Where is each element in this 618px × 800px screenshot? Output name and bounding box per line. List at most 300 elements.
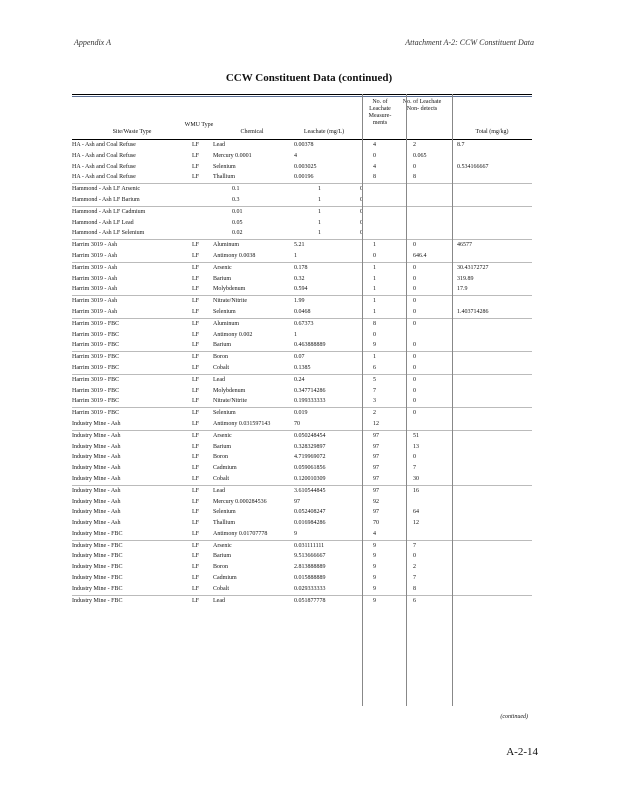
cell-nondetects: 51 xyxy=(413,432,419,439)
table-row xyxy=(72,340,532,351)
cell-measurements: 7 xyxy=(373,387,376,394)
cell-measurements: 9 xyxy=(373,342,376,349)
cell-chemical: Lead xyxy=(213,487,225,494)
table-row xyxy=(72,195,532,206)
cell-measurements: 5 xyxy=(373,376,376,383)
cell-site: Industry Mine - Ash xyxy=(72,520,121,527)
table-row xyxy=(72,463,532,474)
cell-leachate: 0.050248454 xyxy=(294,432,326,439)
cell-wmu-type: LF xyxy=(192,331,200,338)
col-nondetects: No. of Leachate Non- detects xyxy=(402,99,442,112)
cell-measurements: 8 xyxy=(373,320,376,327)
cell-wmu-type: LF xyxy=(192,410,200,417)
cell-wmu-type: LF xyxy=(192,597,200,604)
cell-chemical: Cobalt xyxy=(213,364,229,371)
table-row xyxy=(72,529,532,540)
cell-measurements: 8 xyxy=(373,174,376,181)
table-row xyxy=(72,386,532,397)
page-number: A-2-14 xyxy=(506,746,538,758)
cell-leachate: 70 xyxy=(294,420,300,427)
cell-measurements: 9 xyxy=(373,564,376,571)
cell-nondetects: 0 xyxy=(413,163,416,170)
cell-site: Hammond - Ash LF Arsenic xyxy=(72,186,140,193)
cell-wmu-type: LF xyxy=(192,275,200,282)
col-site-waste-type: Site/Waste Type xyxy=(112,129,152,135)
cell-site: Industry Mine - FBC xyxy=(72,542,123,549)
cell-wmu-type: LF xyxy=(192,465,200,472)
cell-nondetects: 0 xyxy=(413,286,416,293)
cell-leachate: 0.594 xyxy=(294,286,308,293)
cell-chemical: Lead xyxy=(213,142,225,148)
cell-site: Industry Mine - Ash xyxy=(72,465,121,472)
table-row xyxy=(72,540,532,552)
cell-wmu-type: LF xyxy=(192,564,200,571)
cell-nondetects: 64 xyxy=(413,509,419,516)
table-row xyxy=(72,239,532,251)
header-attachment: Attachment A-2: CCW Constituent Data xyxy=(405,38,534,47)
cell-nondetects: 6 xyxy=(413,597,416,604)
cell-nondetects: 0 xyxy=(413,275,416,282)
cell-measurements: 9 xyxy=(373,553,376,560)
cell-chemical: Arsenic xyxy=(213,432,232,439)
cell-wmu-type: LF xyxy=(192,342,200,349)
table-row xyxy=(72,551,532,562)
table-row xyxy=(72,584,532,595)
cell-measurements: 1 xyxy=(373,298,376,305)
col-leachate: Leachate (mg/L) xyxy=(303,129,345,135)
col-total: Total (mg/kg) xyxy=(475,129,509,135)
cell-measurements: 4 xyxy=(373,530,376,537)
cell-measurements: 9 xyxy=(373,575,376,582)
table-row xyxy=(72,172,532,183)
table-row xyxy=(72,262,532,274)
cell-chemical: Arsenic xyxy=(213,542,232,549)
cell-chemical: Lead xyxy=(213,597,225,604)
table-row xyxy=(72,284,532,295)
table-row xyxy=(72,474,532,485)
col-wmu-type: WMU Type xyxy=(184,122,214,128)
cell-site: Hammond - Ash LF Lead xyxy=(72,219,134,226)
table-row xyxy=(72,573,532,584)
cell-leachate: 1 xyxy=(294,252,297,259)
cell-chemical: Selenium xyxy=(213,410,236,417)
cell-chemical: Thallium xyxy=(213,174,235,181)
cell-wmu-type: LF xyxy=(192,308,200,315)
cell-measurements: 97 xyxy=(373,465,379,472)
cell-leachate: 0.05 xyxy=(232,219,243,226)
cell-site: Industry Mine - FBC xyxy=(72,530,123,537)
cell-site: Harrim 3019 - FBC xyxy=(72,398,120,405)
cell-total: 30.43172727 xyxy=(457,264,489,271)
cell-measurements: 2 xyxy=(373,410,376,417)
cell-nondetects: 16 xyxy=(413,487,419,494)
table-row xyxy=(72,595,532,607)
cell-nondetects: 0 xyxy=(413,398,416,405)
cell-wmu-type: LF xyxy=(192,354,200,361)
cell-leachate: 1.99 xyxy=(294,298,305,305)
cell-nondetects: 0 xyxy=(360,196,363,203)
cell-leachate: 0.015888889 xyxy=(294,575,326,582)
col-chemical: Chemical xyxy=(240,129,264,135)
cell-leachate: 0.463888889 xyxy=(294,342,326,349)
cell-site: Industry Mine - FBC xyxy=(72,585,123,592)
cell-site: Industry Mine - Ash xyxy=(72,475,121,482)
cell-wmu-type: LF xyxy=(192,320,200,327)
cell-site: Industry Mine - Ash xyxy=(72,509,121,516)
cell-site: HA - Ash and Coal Refuse xyxy=(72,152,136,159)
cell-leachate: 0.019 xyxy=(294,410,308,417)
cell-chemical: Molybdenum xyxy=(213,286,246,293)
cell-chemical: Barium xyxy=(213,553,231,560)
continued-note: (continued) xyxy=(500,714,528,720)
cell-chemical: Antimony 0.002 xyxy=(213,331,253,338)
cell-leachate: 0.67373 xyxy=(294,320,314,327)
cell-leachate: 0.1385 xyxy=(294,364,311,371)
cell-leachate: 0.32 xyxy=(294,275,305,282)
cell-measurements: 1 xyxy=(373,308,376,315)
cell-measurements: 1 xyxy=(373,242,376,249)
cell-wmu-type: LF xyxy=(192,520,200,527)
cell-site: HA - Ash and Coal Refuse xyxy=(72,142,136,148)
cell-leachate: 0.347714286 xyxy=(294,387,326,394)
cell-site: Harrim 3019 - FBC xyxy=(72,320,120,327)
cell-total: 1.403714286 xyxy=(457,308,489,315)
cell-leachate: 9 xyxy=(294,530,297,537)
cell-leachate: 0.07 xyxy=(294,354,305,361)
cell-leachate: 0.0468 xyxy=(294,308,311,315)
table-row xyxy=(72,351,532,363)
cell-wmu-type: LF xyxy=(192,443,200,450)
cell-site: Harrim 3019 - FBC xyxy=(72,364,120,371)
cell-site: Industry Mine - Ash xyxy=(72,498,121,505)
cell-measurements: 0 xyxy=(373,252,376,259)
cell-total: 319.89 xyxy=(457,275,474,282)
cell-leachate: 97 xyxy=(294,498,300,505)
cell-measurements: 97 xyxy=(373,487,379,494)
cell-leachate: 2.813888889 xyxy=(294,564,326,571)
cell-site: Harrim 3019 - Ash xyxy=(72,286,118,293)
table-row xyxy=(72,442,532,453)
cell-nondetects: 0 xyxy=(413,376,416,383)
table-row xyxy=(72,307,532,318)
cell-nondetects: 646.4 xyxy=(413,252,427,259)
cell-leachate: 4 xyxy=(294,152,297,159)
table-row xyxy=(72,407,532,419)
cell-wmu-type: LF xyxy=(192,174,200,181)
table-header xyxy=(72,94,532,140)
cell-chemical: Thallium xyxy=(213,520,235,527)
column-divider xyxy=(362,94,363,706)
cell-leachate: 0.02 xyxy=(232,230,243,237)
cell-measurements: 9 xyxy=(373,585,376,592)
cell-measurements: 4 xyxy=(373,163,376,170)
cell-chemical: Mercury 0.0001 xyxy=(213,152,252,159)
cell-wmu-type: LF xyxy=(192,575,200,582)
column-divider xyxy=(452,94,453,706)
cell-nondetects: 0 xyxy=(413,410,416,417)
cell-chemical: Boron xyxy=(213,454,228,461)
cell-measurements: 97 xyxy=(373,509,379,516)
page-title: CCW Constituent Data (continued) xyxy=(225,72,393,84)
cell-wmu-type: LF xyxy=(192,420,200,427)
cell-leachate: 0.24 xyxy=(294,376,305,383)
cell-leachate: 0.029333333 xyxy=(294,585,326,592)
cell-site: Harrim 3019 - FBC xyxy=(72,354,120,361)
table-row xyxy=(72,497,532,508)
cell-wmu-type: LF xyxy=(192,387,200,394)
cell-chemical: Selenium xyxy=(213,163,236,170)
cell-nondetects: 7 xyxy=(413,465,416,472)
table-row xyxy=(72,274,532,285)
cell-site: Hammond - Ash LF Barium xyxy=(72,196,140,203)
cell-wmu-type: LF xyxy=(192,553,200,560)
cell-measurements: 9 xyxy=(373,597,376,604)
cell-chemical: Antimony 0.01707778 xyxy=(213,530,268,537)
cell-measurements: 97 xyxy=(373,454,379,461)
table-row xyxy=(72,183,532,195)
cell-chemical: Molybdenum xyxy=(213,387,246,394)
cell-chemical: Aluminum xyxy=(213,320,240,327)
cell-nondetects: 0 xyxy=(360,230,363,237)
cell-chemical: Selenium xyxy=(213,509,236,516)
cell-measurements: 1 xyxy=(318,208,321,215)
table-row xyxy=(72,318,532,330)
cell-wmu-type: LF xyxy=(192,530,200,537)
cell-wmu-type: LF xyxy=(192,376,200,383)
table-body xyxy=(72,140,532,606)
cell-wmu-type: LF xyxy=(192,298,200,305)
cell-chemical: Antimony 0.0038 xyxy=(213,252,256,259)
cell-wmu-type: LF xyxy=(192,242,200,249)
table-row xyxy=(72,562,532,573)
cell-site: Harrim 3019 - Ash xyxy=(72,298,118,305)
cell-measurements: 1 xyxy=(373,275,376,282)
cell-chemical: Selenium xyxy=(213,308,236,315)
cell-measurements: 1 xyxy=(373,286,376,293)
cell-site: Harrim 3019 - Ash xyxy=(72,264,118,271)
cell-site: Harrim 3019 - FBC xyxy=(72,331,120,338)
cell-leachate: 0.120010309 xyxy=(294,475,326,482)
cell-site: Harrim 3019 - Ash xyxy=(72,242,118,249)
cell-wmu-type: LF xyxy=(192,364,200,371)
cell-nondetects: 12 xyxy=(413,520,419,527)
cell-wmu-type: LF xyxy=(192,163,200,170)
cell-chemical: Antimony 0.031597143 xyxy=(213,420,271,427)
cell-nondetects: 8 xyxy=(413,585,416,592)
cell-site: Harrim 3019 - Ash xyxy=(72,252,118,259)
cell-nondetects: 0 xyxy=(360,219,363,226)
cell-nondetects: 0 xyxy=(360,186,363,193)
cell-wmu-type: LF xyxy=(192,398,200,405)
cell-wmu-type: LF xyxy=(192,432,200,439)
cell-leachate: 0.059061856 xyxy=(294,465,326,472)
cell-nondetects: 0 xyxy=(413,553,416,560)
cell-measurements: 97 xyxy=(373,443,379,450)
table-row xyxy=(72,507,532,518)
cell-nondetects: 0 xyxy=(413,264,416,271)
cell-total: 8.7 xyxy=(457,142,465,148)
cell-chemical: Nitrate/Nitrite xyxy=(213,298,247,305)
cell-measurements: 6 xyxy=(373,364,376,371)
table-row xyxy=(72,430,532,442)
cell-nondetects: 0 xyxy=(413,454,416,461)
cell-nondetects: 13 xyxy=(413,443,419,450)
cell-nondetects: 0 xyxy=(413,298,416,305)
cell-measurements: 0 xyxy=(373,152,376,159)
cell-leachate: 0.052408247 xyxy=(294,509,326,516)
cell-leachate: 5.21 xyxy=(294,242,305,249)
cell-nondetects: 0 xyxy=(360,208,363,215)
cell-nondetects: 7 xyxy=(413,542,416,549)
cell-measurements: 3 xyxy=(373,398,376,405)
table-row xyxy=(72,162,532,173)
cell-leachate: 0.016984286 xyxy=(294,520,326,527)
header-appendix: Appendix A xyxy=(74,38,111,47)
cell-leachate: 0.00378 xyxy=(294,142,314,148)
table-row xyxy=(72,330,532,341)
table-row xyxy=(72,295,532,307)
cell-measurements: 92 xyxy=(373,498,379,505)
cell-measurements: 12 xyxy=(373,420,379,427)
table-row xyxy=(72,485,532,497)
cell-measurements: 97 xyxy=(373,432,379,439)
cell-leachate: 0.031111111 xyxy=(294,542,325,549)
cell-wmu-type: LF xyxy=(192,475,200,482)
column-divider xyxy=(406,94,407,706)
cell-site: HA - Ash and Coal Refuse xyxy=(72,174,136,181)
cell-chemical: Cobalt xyxy=(213,585,229,592)
cell-chemical: Aluminum xyxy=(213,242,240,249)
cell-chemical: Boron xyxy=(213,564,228,571)
cell-leachate: 0.00196 xyxy=(294,174,314,181)
cell-leachate: 9.513666667 xyxy=(294,553,326,560)
cell-nondetects: 0 xyxy=(413,364,416,371)
cell-site: Industry Mine - FBC xyxy=(72,597,123,604)
cell-site: Industry Mine - Ash xyxy=(72,454,121,461)
cell-site: Industry Mine - Ash xyxy=(72,443,121,450)
cell-site: Industry Mine - Ash xyxy=(72,420,121,427)
cell-site: Hammond - Ash LF Selenium xyxy=(72,230,145,237)
cell-wmu-type: LF xyxy=(192,509,200,516)
cell-measurements: 1 xyxy=(373,354,376,361)
cell-chemical: Barium xyxy=(213,443,231,450)
cell-nondetects: 0 xyxy=(413,387,416,394)
cell-nondetects: 0 xyxy=(413,308,416,315)
cell-nondetects: 8 xyxy=(413,174,416,181)
cell-chemical: Cobalt xyxy=(213,475,229,482)
cell-measurements: 9 xyxy=(373,542,376,549)
cell-wmu-type: LF xyxy=(192,142,200,148)
table-row xyxy=(72,151,532,162)
table-row xyxy=(72,363,532,374)
cell-leachate: 0.178 xyxy=(294,264,308,271)
cell-measurements: 1 xyxy=(318,230,321,237)
table-row xyxy=(72,374,532,386)
table-row xyxy=(72,518,532,529)
cell-wmu-type: LF xyxy=(192,454,200,461)
cell-nondetects: 7 xyxy=(413,575,416,582)
cell-leachate: 0.051877778 xyxy=(294,597,326,604)
cell-leachate: 4.719969072 xyxy=(294,454,326,461)
cell-wmu-type: LF xyxy=(192,152,200,159)
cell-site: Harrim 3019 - FBC xyxy=(72,387,120,394)
cell-measurements: 1 xyxy=(318,219,321,226)
cell-site: Industry Mine - FBC xyxy=(72,575,123,582)
cell-nondetects: 0 xyxy=(413,320,416,327)
cell-chemical: Barium xyxy=(213,342,231,349)
cell-leachate: 3.610544845 xyxy=(294,487,326,494)
cell-site: Harrim 3019 - Ash xyxy=(72,275,118,282)
cell-leachate: 0.1 xyxy=(232,186,240,193)
cell-chemical: Barium xyxy=(213,275,231,282)
cell-chemical: Mercury 0.000284536 xyxy=(213,498,267,505)
cell-chemical: Cadmium xyxy=(213,575,237,582)
cell-leachate: 0.199333333 xyxy=(294,398,326,405)
cell-site: Industry Mine - Ash xyxy=(72,487,121,494)
cell-total: 17.9 xyxy=(457,286,468,293)
cell-wmu-type: LF xyxy=(192,542,200,549)
cell-site: Industry Mine - FBC xyxy=(72,564,123,571)
cell-leachate: 0.328329897 xyxy=(294,443,326,450)
cell-leachate: 0.01 xyxy=(232,208,243,215)
constituent-table xyxy=(72,94,532,606)
cell-chemical: Lead xyxy=(213,376,225,383)
cell-total: 0.534166667 xyxy=(457,163,489,170)
cell-nondetects: 0 xyxy=(413,354,416,361)
cell-measurements: 1 xyxy=(373,264,376,271)
cell-measurements: 0 xyxy=(373,331,376,338)
table-row xyxy=(72,452,532,463)
table-row xyxy=(72,218,532,229)
col-measurements: No. of Leachate Measure- ments xyxy=(368,99,392,126)
cell-site: Harrim 3019 - FBC xyxy=(72,342,120,349)
table-row xyxy=(72,140,532,151)
cell-site: Industry Mine - FBC xyxy=(72,553,123,560)
cell-wmu-type: LF xyxy=(192,498,200,505)
cell-nondetects: 30 xyxy=(413,475,419,482)
cell-chemical: Arsenic xyxy=(213,264,232,271)
cell-wmu-type: LF xyxy=(192,252,200,259)
cell-wmu-type: LF xyxy=(192,264,200,271)
table-row xyxy=(72,396,532,407)
cell-site: Harrim 3019 - FBC xyxy=(72,410,120,417)
cell-total: 46577 xyxy=(457,242,472,249)
cell-wmu-type: LF xyxy=(192,487,200,494)
cell-chemical: Nitrate/Nitrite xyxy=(213,398,247,405)
cell-site: Harrim 3019 - Ash xyxy=(72,308,118,315)
cell-nondetects: 2 xyxy=(413,564,416,571)
cell-measurements: 1 xyxy=(318,186,321,193)
cell-site: HA - Ash and Coal Refuse xyxy=(72,163,136,170)
table-row xyxy=(72,251,532,262)
cell-measurements: 70 xyxy=(373,520,379,527)
cell-site: Industry Mine - Ash xyxy=(72,432,121,439)
cell-site: Harrim 3019 - FBC xyxy=(72,376,120,383)
table-row xyxy=(72,419,532,430)
cell-nondetects: 0 xyxy=(413,242,416,249)
cell-nondetects: 0.065 xyxy=(413,152,427,159)
cell-site: Hammond - Ash LF Cadmium xyxy=(72,208,146,215)
table-row xyxy=(72,206,532,218)
cell-nondetects: 2 xyxy=(413,142,416,148)
cell-measurements: 97 xyxy=(373,475,379,482)
cell-measurements: 1 xyxy=(318,196,321,203)
cell-wmu-type: LF xyxy=(192,286,200,293)
cell-leachate: 1 xyxy=(294,331,297,338)
cell-leachate: 0.003025 xyxy=(294,163,317,170)
cell-measurements: 4 xyxy=(373,142,376,148)
cell-chemical: Cadmium xyxy=(213,465,237,472)
